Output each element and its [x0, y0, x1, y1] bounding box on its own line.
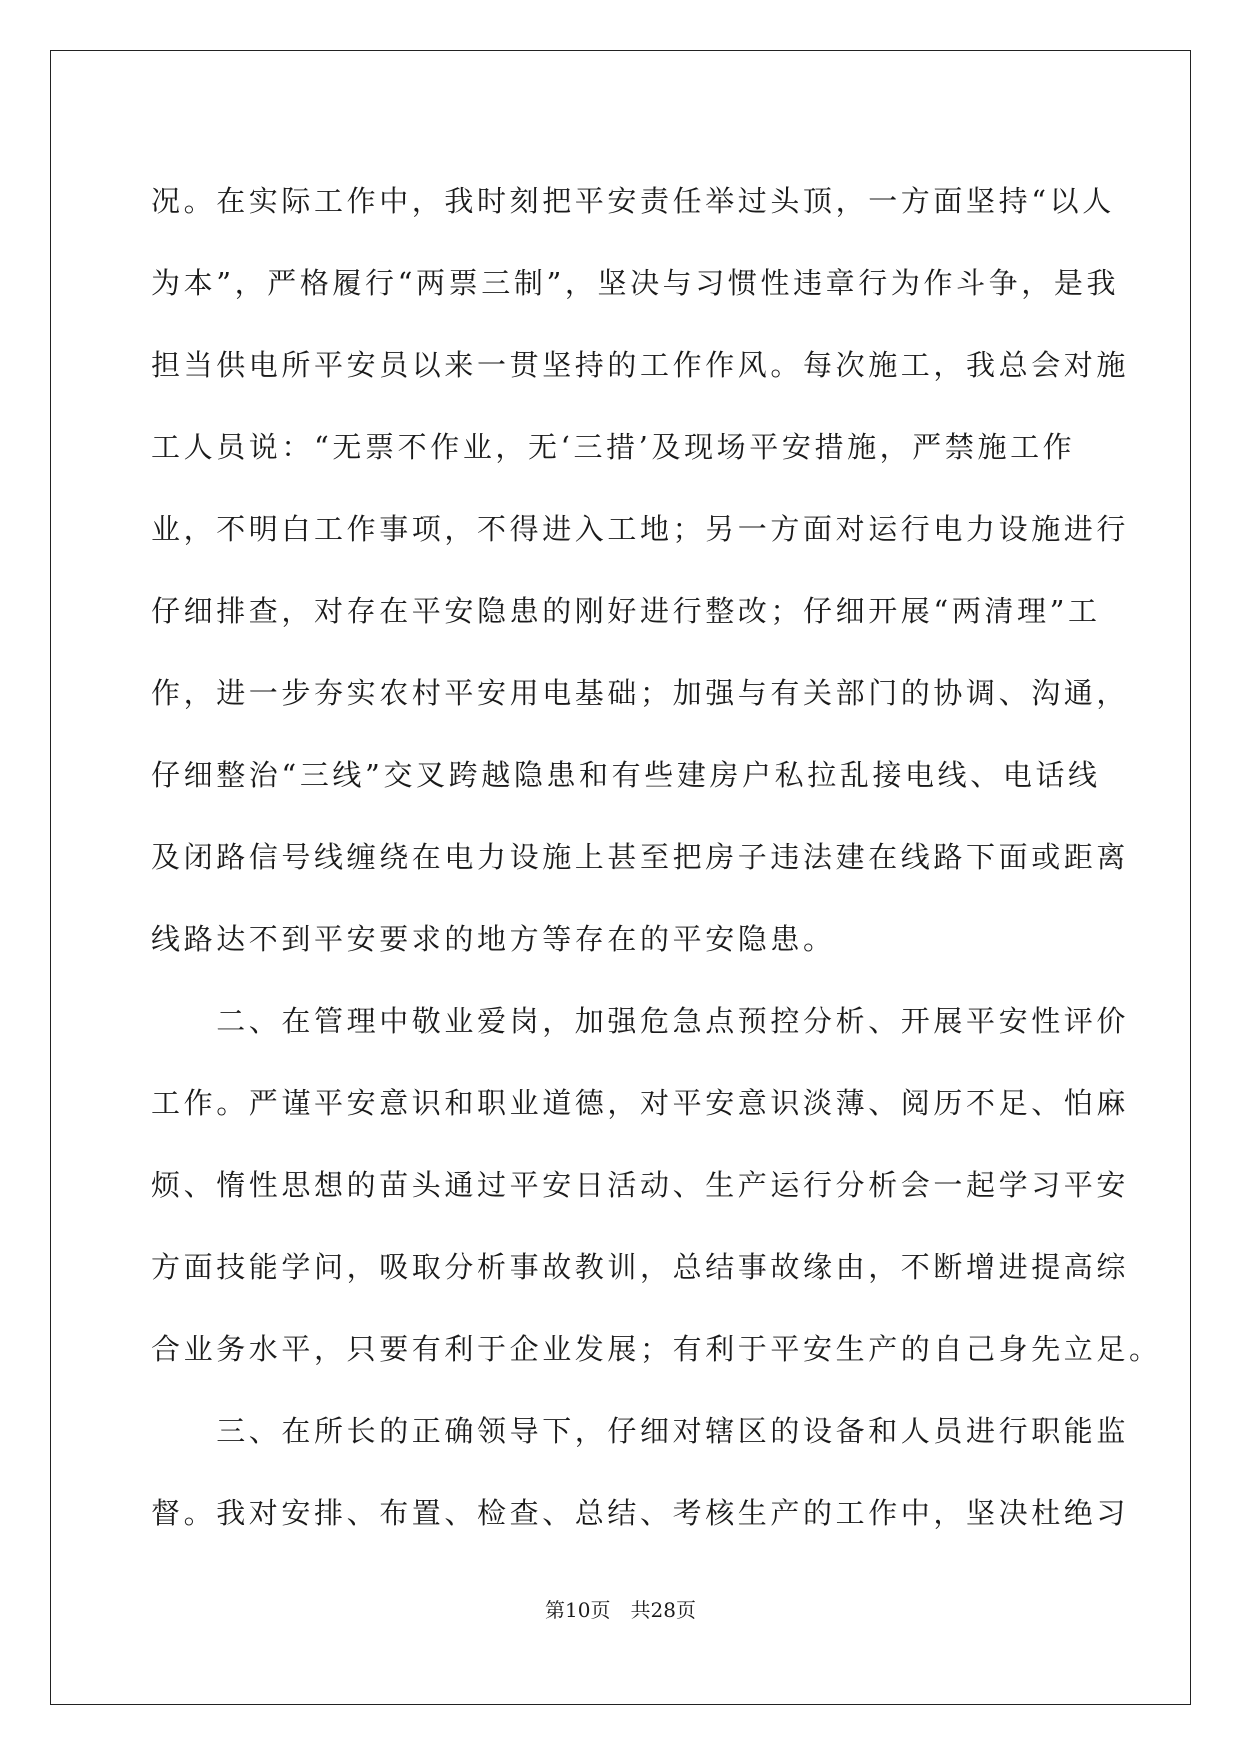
text-line: 为本”，严格履行“两票三制”，坚决与习惯性违章行为作斗争，是我: [151, 266, 1120, 300]
paragraph-start-line: 三、在所长的正确领导下，仔细对辖区的设备和人员进行职能监: [151, 1414, 1130, 1448]
text-line: 方面技能学问，吸取分析事故教训，总结事故缘由，不断增进提高综: [151, 1250, 1130, 1284]
text-line: 作，进一步夯实农村平安用电基础；加强与有关部门的协调、沟通，: [151, 676, 1130, 710]
text-line: 仔细排查，对存在平安隐患的刚好进行整改；仔细开展“两清理”工: [151, 594, 1101, 628]
text-line: 工人员说：“无票不作业，无‘三措’及现场平安措施，严禁施工作: [151, 430, 1076, 464]
text-line: 仔细整治“三线”交叉跨越隐患和有些建房户私拉乱接电线、电话线: [151, 758, 1101, 792]
page-number-footer: 第10页 共28页: [545, 1598, 696, 1622]
text-line: 合业务水平，只要有利于企业发展；有利于平安生产的自己身先立足。: [151, 1332, 1162, 1366]
text-line: 工作。严谨平安意识和职业道德，对平安意识淡薄、阅历不足、怕麻: [151, 1086, 1130, 1120]
text-line: 及闭路信号线缠绕在电力设施上甚至把房子违法建在线路下面或距离: [151, 840, 1130, 874]
text-line: 担当供电所平安员以来一贯坚持的工作作风。每次施工，我总会对施: [151, 348, 1130, 382]
body-text: [151, 160, 1162, 1554]
text-line: 督。我对安排、布置、检查、总结、考核生产的工作中，坚决杜绝习: [151, 1496, 1130, 1530]
paragraph-start-line: 二、在管理中敬业爱岗，加强危急点预控分析、开展平安性评价: [151, 1004, 1130, 1038]
text-line: 业，不明白工作事项，不得进入工地；另一方面对运行电力设施进行: [151, 512, 1130, 546]
text-line: 线路达不到平安要求的地方等存在的平安隐患。: [151, 922, 836, 956]
text-line: 况。在实际工作中，我时刻把平安责任举过头顶，一方面坚持“以人: [151, 184, 1115, 218]
text-line: 烦、惰性思想的苗头通过平安日活动、生产运行分析会一起学习平安: [151, 1168, 1130, 1202]
